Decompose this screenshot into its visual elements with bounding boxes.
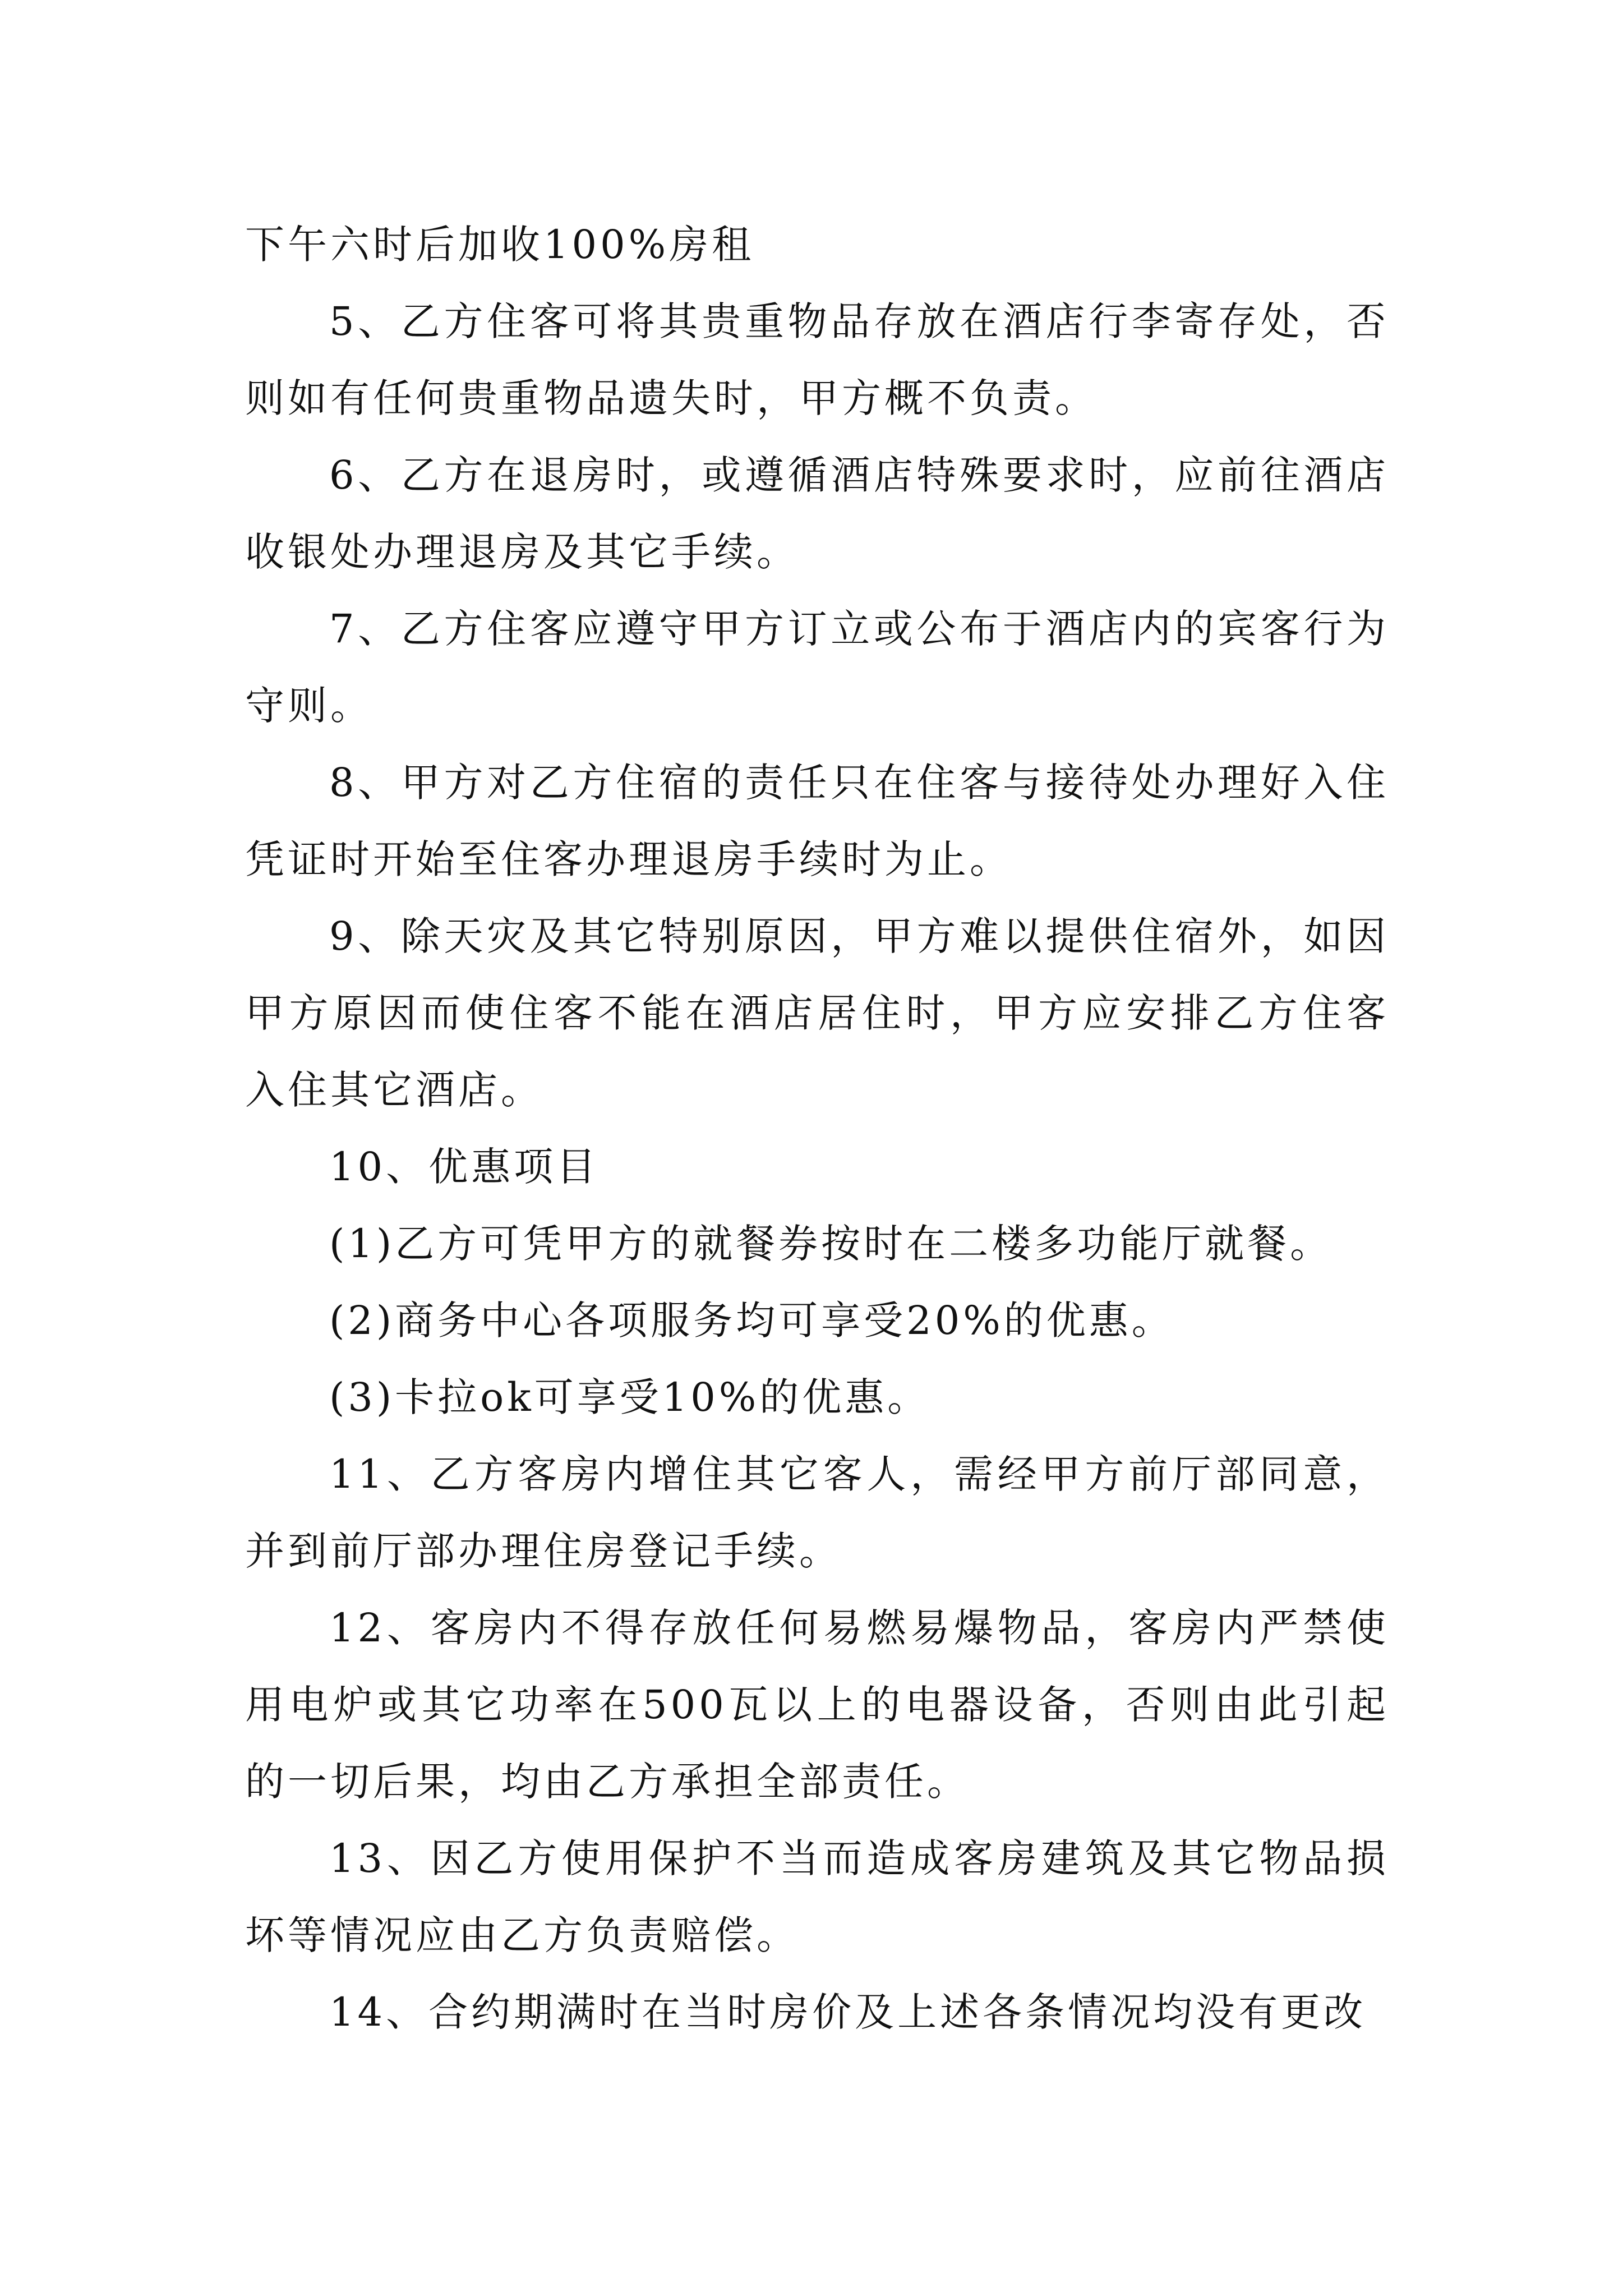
clause-5: 5、乙方住客可将其贵重物品存放在酒店行李寄存处，否则如有任何贵重物品遗失时，甲方概不负责。 [245,298,1389,421]
paragraph-continuation: 下午六时后加收100%房租 [245,222,755,268]
clause-7: 7、乙方住客应遵守甲方订立或公布于酒店内的宾客行为守则。 [245,606,1389,729]
clause-9: 9、除天灾及其它特别原因，甲方难以提供住宿外，如因甲方原因而使住客不能在酒店居住时，甲方应安排乙方住客入住其它酒店。 [245,913,1389,1113]
clause-10-item-1: (1)乙方可凭甲方的就餐券按时在二楼多功能厅就餐。 [329,1221,1333,1267]
clause-12: 12、客房内不得存放任何易燃易爆物品，客房内严禁使用电炉或其它功率在500瓦以上的电器设备，否则由此引起的一切后果，均由乙方承担全部责任。 [245,1605,1389,1805]
clause-11: 11、乙方客房内增住其它客人，需经甲方前厅部同意，并到前厅部办理住房登记手续。 [245,1451,1389,1574]
clause-14: 14、合约期满时在当时房价及上述各条情况均没有更改 [329,1989,1367,2035]
clause-13: 13、因乙方使用保护不当而造成客房建筑及其它物品损坏等情况应由乙方负责赔偿。 [245,1835,1389,1958]
clause-8: 8、甲方对乙方住宿的责任只在住客与接待处办理好入住凭证时开始至住客办理退房手续时为止。 [245,760,1389,882]
clause-6: 6、乙方在退房时，或遵循酒店特殊要求时，应前往酒店收银处办理退房及其它手续。 [245,452,1389,575]
clause-10-heading: 10、优惠项目 [329,1144,600,1190]
document-body [245,206,1389,2051]
clause-10-item-3: (3)卡拉ok可享受10%的优惠。 [329,1374,930,1420]
clause-10-item-2: (2)商务中心各项服务均可享受20%的优惠。 [329,1297,1174,1343]
